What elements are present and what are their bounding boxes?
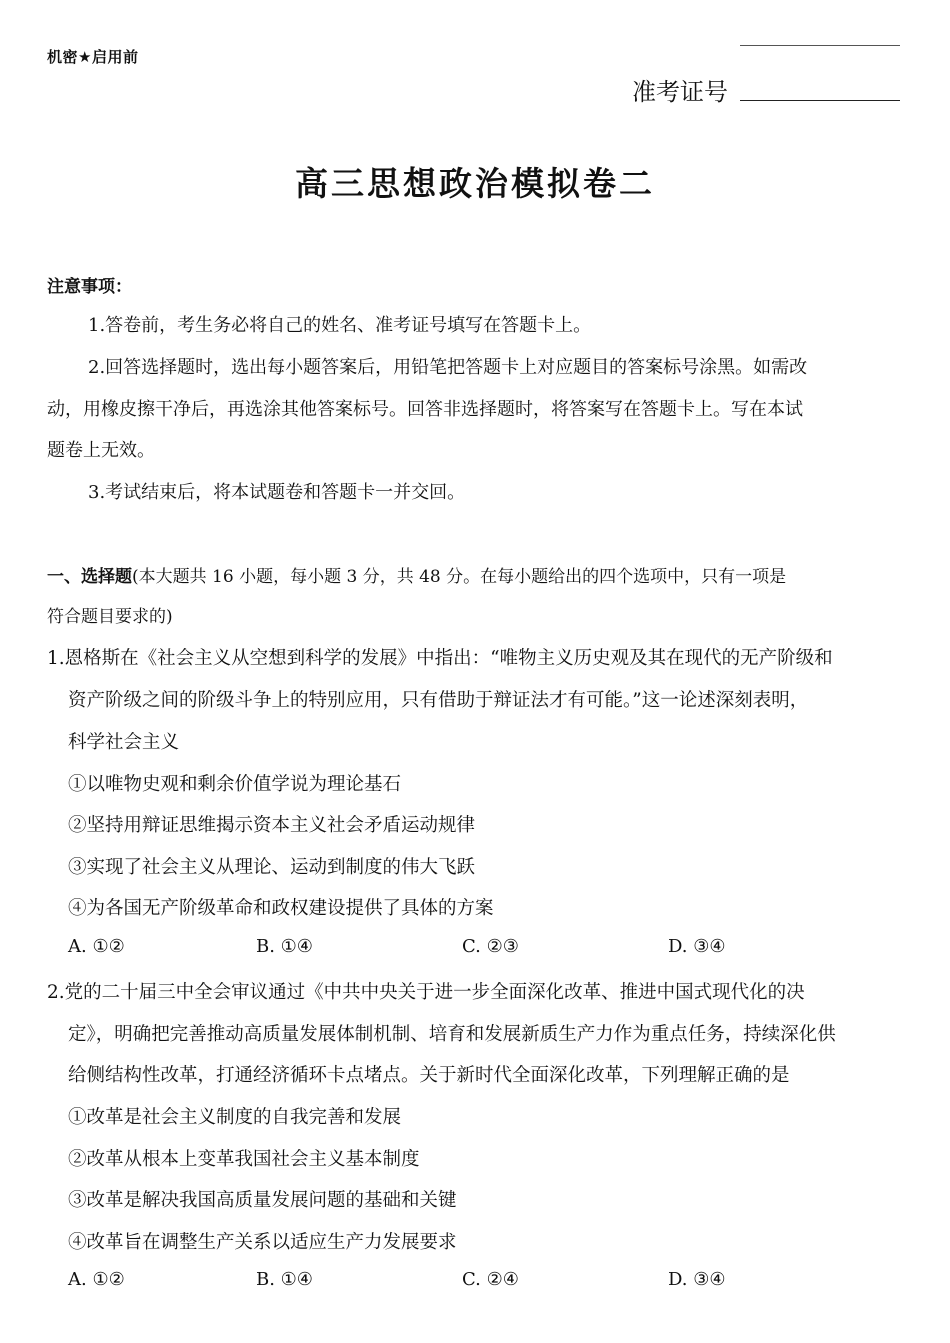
question-2-choice-d[interactable]: D. ③④ bbox=[668, 1269, 726, 1290]
question-1-choice-c[interactable]: C. ②③ bbox=[462, 936, 519, 957]
question-1-stem: 科学社会主义 bbox=[68, 732, 180, 753]
section-heading bbox=[47, 562, 786, 587]
question-1-stem: 1.恩格斯在《社会主义从空想到科学的发展》中指出：“唯物主义历史观及其在现代的无产阶级和 bbox=[47, 648, 833, 669]
exam-id-blank[interactable] bbox=[740, 100, 900, 101]
confidential-mark: 机密★启用前 bbox=[47, 48, 139, 66]
section-desc: (本大题共 16 小题，每小题 3 分，共 48 分。在每小题给出的四个选项中，只有一项是 bbox=[132, 567, 787, 587]
notice-line: 2.回答选择题时，选出每小题答案后，用铅笔把答题卡上对应题目的答案标号涂黑。如需改 bbox=[88, 357, 808, 378]
question-2-statement: ②改革从根本上变革我国社会主义基本制度 bbox=[68, 1149, 420, 1170]
question-2-stem: 2.党的二十届三中全会审议通过《中共中央关于进一步全面深化改革、推进中国式现代化的决 bbox=[47, 982, 805, 1003]
notice-line: 1.答卷前，考生务必将自己的姓名、准考证号填写在答题卡上。 bbox=[88, 315, 592, 336]
question-2-statement: ④改革旨在调整生产关系以适应生产力发展要求 bbox=[68, 1232, 457, 1253]
section-desc-cont: 符合题目要求的) bbox=[47, 607, 173, 627]
notice-heading: 注意事项： bbox=[47, 277, 132, 297]
question-1-choice-d[interactable]: D. ③④ bbox=[668, 936, 726, 957]
notice-line: 动，用橡皮擦干净后，再选涂其他答案标号。回答非选择题时，将答案写在答题卡上。写在本试 bbox=[47, 399, 803, 420]
question-1-statement: ①以唯物史观和剩余价值学说为理论基石 bbox=[68, 774, 402, 795]
header-rule bbox=[740, 45, 900, 46]
question-1-choice-a[interactable]: A. ①② bbox=[68, 936, 125, 957]
question-1-statement: ④为各国无产阶级革命和政权建设提供了具体的方案 bbox=[68, 898, 494, 919]
question-2-stem: 给侧结构性改革，打通经济循环卡点堵点。关于新时代全面深化改革，下列理解正确的是 bbox=[68, 1065, 790, 1086]
question-1-statement: ③实现了社会主义从理论、运动到制度的伟大飞跃 bbox=[68, 857, 476, 878]
question-1-choice-b[interactable]: B. ①④ bbox=[256, 936, 313, 957]
notice-line: 3.考试结束后，将本试题卷和答题卡一并交回。 bbox=[88, 482, 466, 503]
question-1-stem: 资产阶级之间的阶级斗争上的特别应用，只有借助于辩证法才有可能。”这一论述深刻表明， bbox=[68, 690, 809, 711]
question-2-stem: 定》，明确把完善推动高质量发展体制机制、培育和发展新质生产力作为重点任务，持续深化供 bbox=[68, 1024, 836, 1045]
section-title: 一、选择题 bbox=[47, 567, 132, 587]
question-2-statement: ③改革是解决我国高质量发展问题的基础和关键 bbox=[68, 1190, 457, 1211]
question-2-choice-c[interactable]: C. ②④ bbox=[462, 1269, 519, 1290]
exam-id-label: 准考证号 bbox=[632, 78, 728, 106]
page-title: 高三思想政治模拟卷二 bbox=[295, 164, 655, 203]
question-1-statement: ②坚持用辩证思维揭示资本主义社会矛盾运动规律 bbox=[68, 815, 476, 836]
question-2-statement: ①改革是社会主义制度的自我完善和发展 bbox=[68, 1107, 402, 1128]
question-2-choice-b[interactable]: B. ①④ bbox=[256, 1269, 313, 1290]
notice-line: 题卷上无效。 bbox=[47, 440, 155, 461]
question-2-choice-a[interactable]: A. ①② bbox=[68, 1269, 125, 1290]
